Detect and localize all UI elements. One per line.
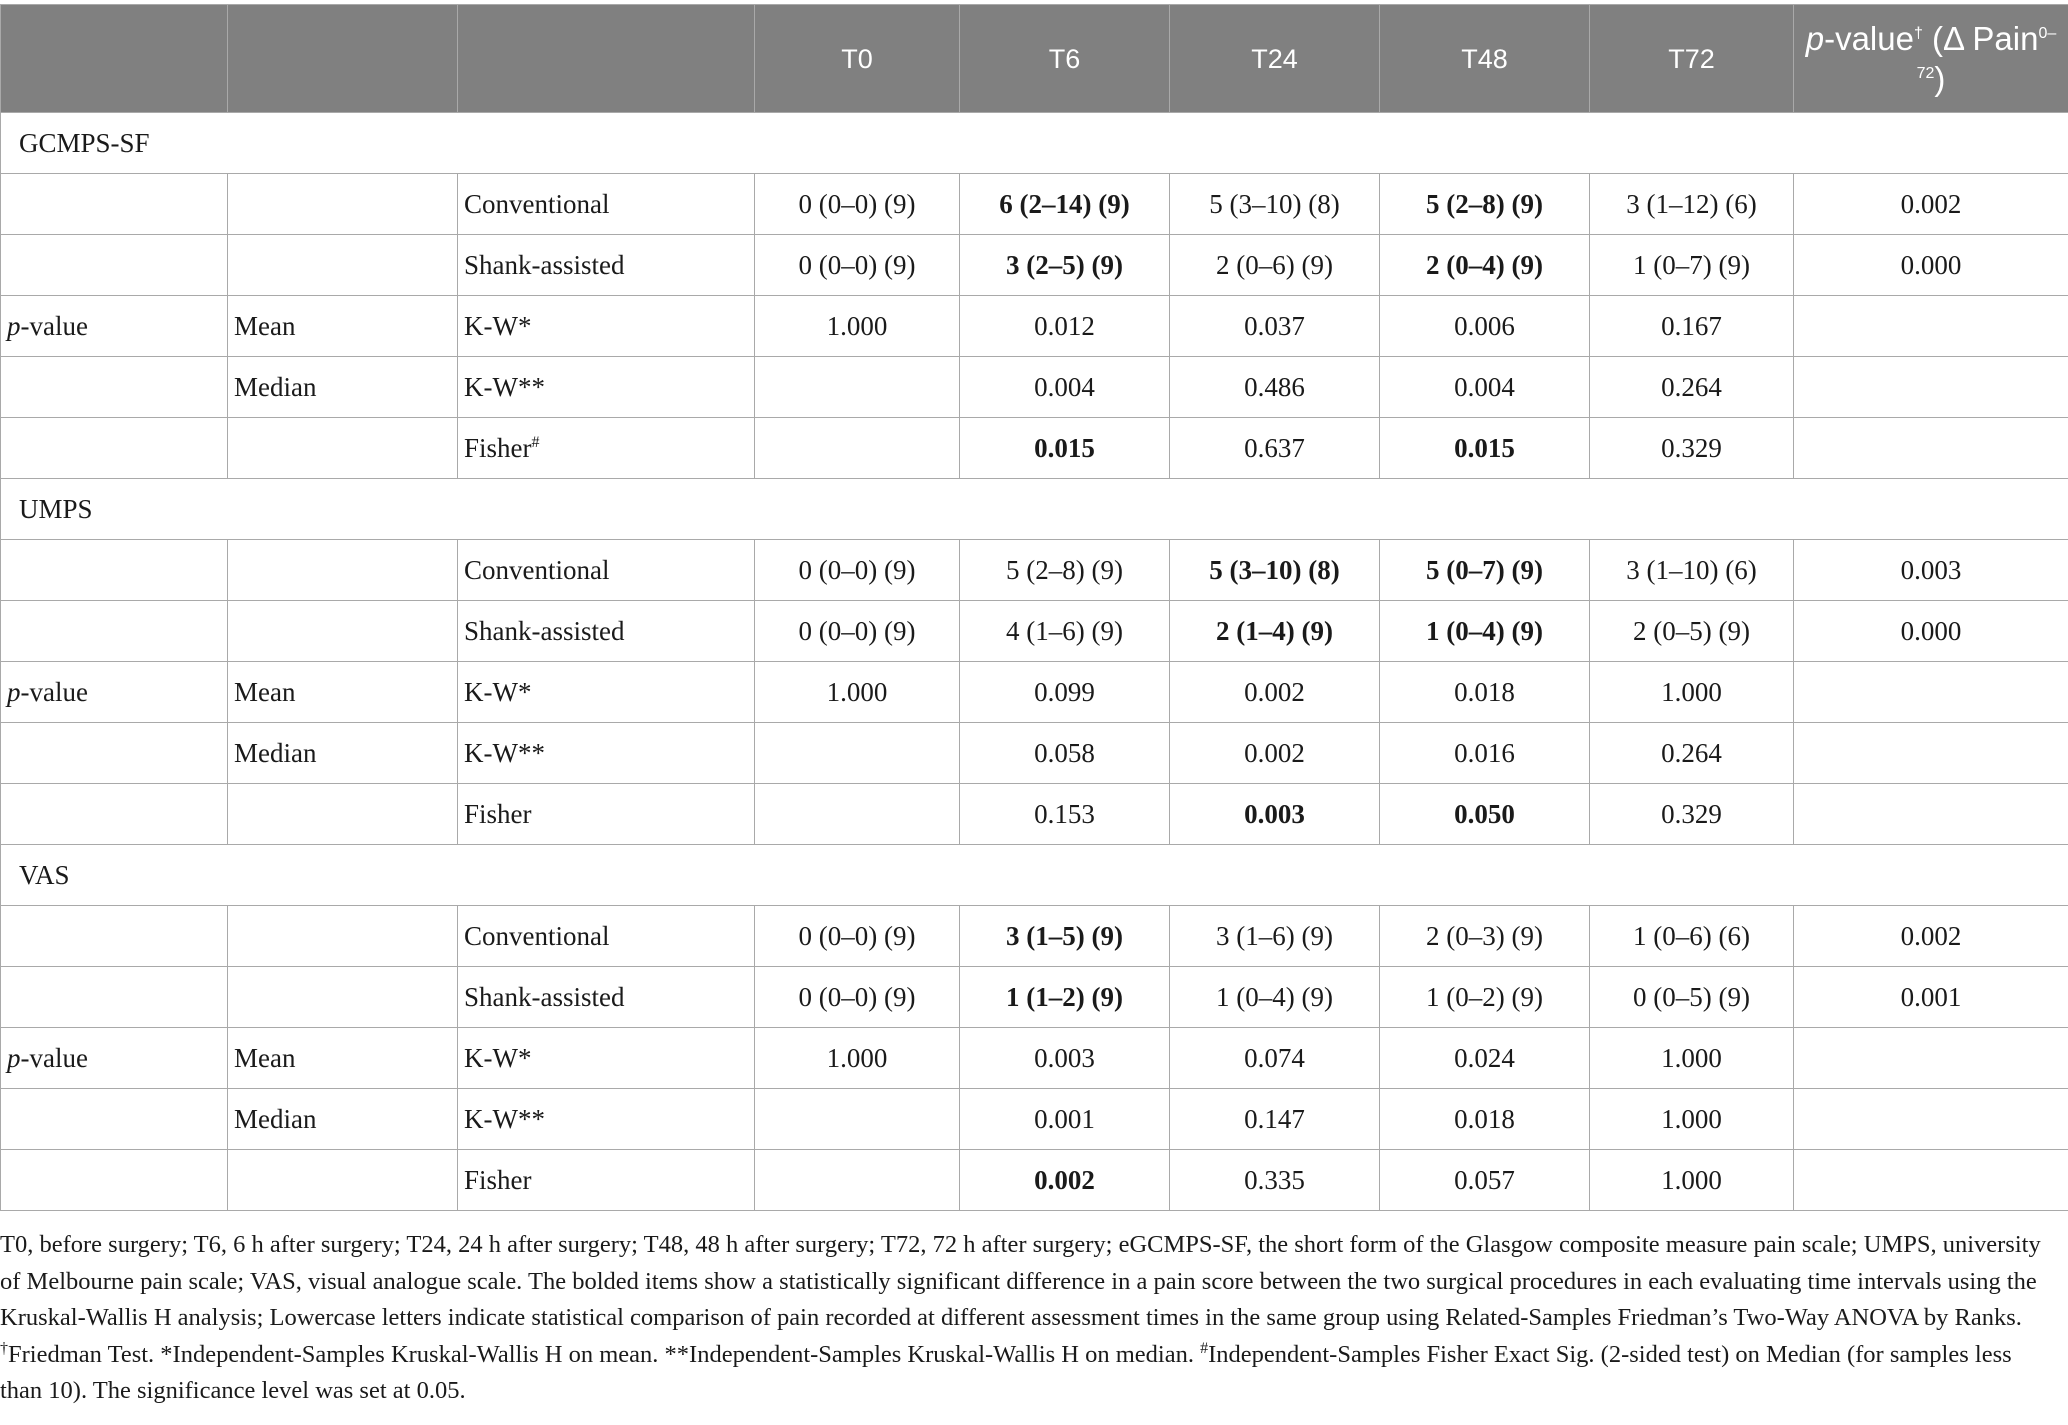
p-value-cell: 0.001	[960, 1089, 1170, 1150]
friedman-p-cell: 0.000	[1794, 235, 2068, 296]
score-cell: 5 (2–8) (9)	[960, 540, 1170, 601]
score-cell: 1 (0–4) (9)	[1170, 967, 1380, 1028]
score-cell: 5 (2–8) (9)	[1380, 174, 1590, 235]
p-value-label	[1, 723, 228, 784]
p-value-cell: 1.000	[755, 296, 960, 357]
test-row	[1, 418, 2068, 479]
p-value-cell: 0.004	[1380, 357, 1590, 418]
p-value-label: p-value	[1, 662, 228, 723]
score-cell: 0 (0–5) (9)	[1590, 967, 1794, 1028]
stat-label: Median	[228, 723, 458, 784]
stat-label	[228, 418, 458, 479]
test-row	[1, 1089, 2068, 1150]
p-value-cell: 0.015	[1380, 418, 1590, 479]
p-value-cell: 0.015	[960, 418, 1170, 479]
p-value-cell: 0.018	[1380, 1089, 1590, 1150]
score-cell: 3 (1–6) (9)	[1170, 906, 1380, 967]
friedman-p-cell: 0.002	[1794, 174, 2068, 235]
p-value-cell: 0.003	[1170, 784, 1380, 845]
test-label: K-W*	[458, 1028, 755, 1089]
p-value-cell: 0.057	[1380, 1150, 1590, 1211]
score-cell: 5 (0–7) (9)	[1380, 540, 1590, 601]
score-cell: 2 (0–5) (9)	[1590, 601, 1794, 662]
p-value-label	[1, 357, 228, 418]
group-label: Conventional	[458, 174, 755, 235]
group-row	[1, 601, 2068, 662]
blank-cell	[1, 174, 228, 235]
p-value-cell: 0.153	[960, 784, 1170, 845]
score-cell: 1 (1–2) (9)	[960, 967, 1170, 1028]
blank-cell	[1794, 1089, 2068, 1150]
section-row	[1, 845, 2068, 906]
p-value-cell: 0.050	[1380, 784, 1590, 845]
header-t48: T48	[1380, 5, 1590, 113]
score-cell: 0 (0–0) (9)	[755, 601, 960, 662]
blank-cell	[1794, 1150, 2068, 1211]
table-body	[1, 113, 2068, 1211]
test-label: K-W*	[458, 296, 755, 357]
header-t72: T72	[1590, 5, 1794, 113]
p-value-cell: 0.486	[1170, 357, 1380, 418]
group-row	[1, 906, 2068, 967]
test-row	[1, 1028, 2068, 1089]
blank-cell	[1794, 662, 2068, 723]
p-value-cell: 1.000	[1590, 1089, 1794, 1150]
header-t6: T6	[960, 5, 1170, 113]
p-value-cell	[755, 418, 960, 479]
header-blank-1	[1, 5, 228, 113]
p-value-cell: 0.002	[1170, 723, 1380, 784]
blank-cell	[1, 906, 228, 967]
p-value-cell: 0.058	[960, 723, 1170, 784]
score-cell: 1 (0–2) (9)	[1380, 967, 1590, 1028]
friedman-p-cell: 0.001	[1794, 967, 2068, 1028]
group-row	[1, 235, 2068, 296]
pain-score-table	[0, 4, 2068, 1211]
friedman-p-cell: 0.002	[1794, 906, 2068, 967]
p-value-cell: 1.000	[1590, 1150, 1794, 1211]
group-label: Shank-assisted	[458, 235, 755, 296]
p-value-cell: 0.016	[1380, 723, 1590, 784]
group-label: Shank-assisted	[458, 601, 755, 662]
p-value-label	[1, 1089, 228, 1150]
p-value-cell: 0.037	[1170, 296, 1380, 357]
group-row	[1, 174, 2068, 235]
stat-label	[228, 784, 458, 845]
score-cell: 2 (0–3) (9)	[1380, 906, 1590, 967]
group-label: Conventional	[458, 906, 755, 967]
p-value-cell: 1.000	[755, 662, 960, 723]
p-value-cell: 0.637	[1170, 418, 1380, 479]
test-label: Fisher#	[458, 418, 755, 479]
p-value-cell: 0.074	[1170, 1028, 1380, 1089]
header-t0: T0	[755, 5, 960, 113]
blank-cell	[1794, 1028, 2068, 1089]
score-cell: 0 (0–0) (9)	[755, 967, 960, 1028]
score-cell: 0 (0–0) (9)	[755, 906, 960, 967]
p-value-label	[1, 1150, 228, 1211]
stat-label: Median	[228, 357, 458, 418]
p-value-cell	[755, 723, 960, 784]
test-label: K-W**	[458, 357, 755, 418]
p-value-cell: 1.000	[755, 1028, 960, 1089]
test-label: Fisher	[458, 784, 755, 845]
score-cell: 3 (2–5) (9)	[960, 235, 1170, 296]
friedman-p-cell: 0.003	[1794, 540, 2068, 601]
friedman-p-cell: 0.000	[1794, 601, 2068, 662]
test-row	[1, 784, 2068, 845]
section-row	[1, 479, 2068, 540]
score-cell: 2 (0–6) (9)	[1170, 235, 1380, 296]
header-blank-2	[228, 5, 458, 113]
p-value-cell: 0.002	[1170, 662, 1380, 723]
p-value-cell: 0.335	[1170, 1150, 1380, 1211]
p-value-cell: 0.147	[1170, 1089, 1380, 1150]
score-cell: 0 (0–0) (9)	[755, 235, 960, 296]
score-cell: 2 (1–4) (9)	[1170, 601, 1380, 662]
test-row	[1, 357, 2068, 418]
p-value-cell: 0.264	[1590, 723, 1794, 784]
blank-cell	[1794, 418, 2068, 479]
p-value-cell: 0.018	[1380, 662, 1590, 723]
p-value-cell: 0.264	[1590, 357, 1794, 418]
p-value-label	[1, 418, 228, 479]
blank-cell	[1, 235, 228, 296]
stat-label	[228, 1150, 458, 1211]
blank-cell	[228, 601, 458, 662]
p-value-cell: 0.012	[960, 296, 1170, 357]
stat-label: Median	[228, 1089, 458, 1150]
p-value-cell: 0.024	[1380, 1028, 1590, 1089]
stat-label: Mean	[228, 296, 458, 357]
blank-cell	[1, 540, 228, 601]
blank-cell	[1794, 357, 2068, 418]
test-row	[1, 1150, 2068, 1211]
header-blank-3	[458, 5, 755, 113]
score-cell: 5 (3–10) (8)	[1170, 540, 1380, 601]
p-value-cell: 0.006	[1380, 296, 1590, 357]
header-p-value: p-value† (Δ Pain$^{0-72}$)	[1794, 5, 2068, 113]
section-name: VAS	[1, 845, 2068, 906]
p-value-cell: 0.099	[960, 662, 1170, 723]
score-cell: 2 (0–4) (9)	[1380, 235, 1590, 296]
score-cell: 3 (1–5) (9)	[960, 906, 1170, 967]
blank-cell	[1794, 723, 2068, 784]
test-label: Fisher	[458, 1150, 755, 1211]
score-cell: 1 (0–7) (9)	[1590, 235, 1794, 296]
p-value-cell: 0.002	[960, 1150, 1170, 1211]
p-value-cell: 1.000	[1590, 1028, 1794, 1089]
blank-cell	[1794, 296, 2068, 357]
score-cell: 3 (1–12) (6)	[1590, 174, 1794, 235]
score-cell: 0 (0–0) (9)	[755, 540, 960, 601]
score-cell: 1 (0–6) (6)	[1590, 906, 1794, 967]
stat-label: Mean	[228, 1028, 458, 1089]
score-cell: 6 (2–14) (9)	[960, 174, 1170, 235]
score-cell: 3 (1–10) (6)	[1590, 540, 1794, 601]
p-value-cell: 0.329	[1590, 784, 1794, 845]
test-label: K-W*	[458, 662, 755, 723]
blank-cell	[228, 174, 458, 235]
p-value-label: p-value	[1, 296, 228, 357]
test-label: K-W**	[458, 1089, 755, 1150]
test-row	[1, 723, 2068, 784]
blank-cell	[1, 967, 228, 1028]
p-value-cell	[755, 1150, 960, 1211]
score-cell: 4 (1–6) (9)	[960, 601, 1170, 662]
p-value-cell	[755, 784, 960, 845]
blank-cell	[228, 235, 458, 296]
section-name: UMPS	[1, 479, 2068, 540]
test-row	[1, 296, 2068, 357]
group-label: Conventional	[458, 540, 755, 601]
blank-cell	[1794, 784, 2068, 845]
score-cell: 5 (3–10) (8)	[1170, 174, 1380, 235]
group-label: Shank-assisted	[458, 967, 755, 1028]
table-footnote: T0, before surgery; T6, 6 h after surgery; T24, 24 h after surgery; T48, 48 h after surgery; T72, 72 h after surgery; eGCMPS-SF, the short form of the Glasgow composite measure pain scale; UMPS, university of Melbourne pain scale; VAS, visual analogue scale. The bolded items show a statistically significant difference in a pain score between the two surgical procedures in each evaluating time intervals using the Kruskal-Wallis H analysis; Lowercase letters indicate statistical comparison of pain recorded at different assessment times in the same group using Related-Samples Friedman’s Two-Way ANOVA by Ranks. †Friedman Test. *Independent-Samples Kruskal-Wallis H on mean. **Independent-Samples Kruskal-Wallis H on median. #Independent-Samples Fisher Exact Sig. (2-sided test) on Median (for samples less than 10). The significance level was set at 0.05.	[0, 1231, 2041, 1404]
section-name: GCMPS-SF	[1, 113, 2068, 174]
p-value-cell: 0.329	[1590, 418, 1794, 479]
p-value-label: p-value	[1, 1028, 228, 1089]
test-label: K-W**	[458, 723, 755, 784]
blank-cell	[228, 540, 458, 601]
header-t24: T24	[1170, 5, 1380, 113]
p-value-label	[1, 784, 228, 845]
blank-cell	[1, 601, 228, 662]
score-cell: 0 (0–0) (9)	[755, 174, 960, 235]
score-cell: 1 (0–4) (9)	[1380, 601, 1590, 662]
test-row	[1, 662, 2068, 723]
header-row	[1, 5, 2068, 113]
group-row	[1, 967, 2068, 1028]
p-value-cell: 0.167	[1590, 296, 1794, 357]
p-value-cell: 0.003	[960, 1028, 1170, 1089]
p-value-cell	[755, 357, 960, 418]
p-value-cell: 0.004	[960, 357, 1170, 418]
stat-label: Mean	[228, 662, 458, 723]
blank-cell	[228, 967, 458, 1028]
blank-cell	[228, 906, 458, 967]
p-value-cell	[755, 1089, 960, 1150]
section-row	[1, 113, 2068, 174]
p-value-cell: 1.000	[1590, 662, 1794, 723]
group-row	[1, 540, 2068, 601]
